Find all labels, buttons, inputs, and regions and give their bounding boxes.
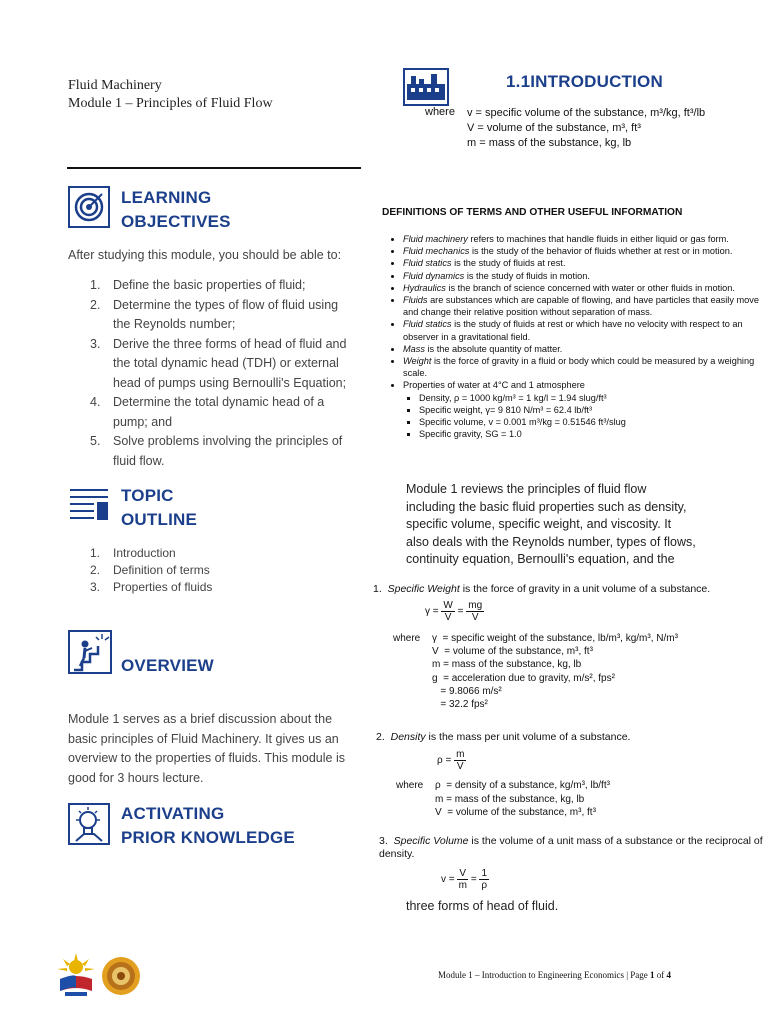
property-specific-weight: 1. Specific Weight is the force of gravity in a unit volume of a substance. (373, 583, 711, 595)
overview-heading: OVERVIEW (121, 656, 214, 675)
overview-text: Module 1 serves as a brief discussion about the basic principles of Fluid Machinery. It gives us an overview to the properties of fluids. This module is good for 3 hours lecture. (68, 712, 345, 786)
stairs-icon (68, 630, 110, 672)
intro-definition: V = volume of the substance, m³, ft³ (467, 122, 641, 134)
topic-item: 3. Properties of fluids (90, 580, 213, 594)
topic-outline-list (68, 545, 212, 596)
definition-item: • Fluids are substances which are capable of flowing, and have particles that easily move and change their relative position without separation of mass. (403, 294, 763, 318)
school-seal-logo (55, 953, 97, 997)
learning-objectives-heading: LEARNING OBJECTIVES (121, 188, 231, 231)
specific-weight-definition: g = acceleration due to gravity, m/s², fps² (432, 672, 615, 684)
definitions-heading: DEFINITIONS OF TERMS AND OTHER USEFUL INFORMATION (382, 207, 683, 218)
intro-definition: v = specific volume of the substance, m³/kg, ft³/lb (467, 107, 706, 119)
objectives-intro: After studying this module, you should be able to: (68, 248, 342, 262)
lightbulb-icon (68, 803, 110, 845)
objective-item: 2. Determine the types of flow of fluid using the Reynolds number; (90, 297, 339, 331)
factory-icon (403, 68, 449, 106)
definition-item: • Hydraulics is the branch of science concerned with water or other fluids in motion. (403, 282, 763, 294)
specific-volume-equation: v = $\frac{V}{m}$ = $\frac{1}{\rho}$ (441, 868, 488, 891)
specific-weight-definitions (432, 632, 678, 711)
density-definition: m = mass of the substance, kg, lb (435, 793, 585, 805)
outline-icon (68, 484, 110, 526)
summary-tail: three forms of head of fluid. (406, 899, 559, 913)
definition-item: • Mass is the absolute quantity of matter. (403, 343, 763, 355)
introduction-heading: 1.1INTRODUCTION (506, 72, 663, 91)
intro-where: where (425, 106, 455, 118)
density-definition: V = volume of the substance, m³, ft³ (435, 807, 596, 818)
specific-weight-definition: = 32.2 fps² (432, 699, 488, 711)
header-divider (67, 167, 361, 169)
university-seal-logo (101, 956, 141, 996)
topic-outline-heading: TOPIC OUTLINE (121, 486, 198, 529)
specific-weight-definition: = 9.8066 m/s² (432, 685, 502, 697)
activating-heading: ACTIVATING PRIOR KNOWLEDGE (121, 804, 295, 847)
objective-item: 5. Solve problems involving the principles of fluid flow. (90, 434, 343, 468)
page-total: 4 (666, 970, 672, 980)
density-equation: ρ = $\frac{m}{V}$ (437, 749, 465, 772)
intro-definitions (467, 106, 705, 151)
target-icon (68, 186, 110, 228)
intro-definition: m = mass of the substance, kg, lb (467, 137, 632, 149)
objectives-list (68, 276, 368, 471)
definition-item: • Properties of water at 4°C and 1 atmosphere ▪ Density, ρ = 1000 kg/m³ = 1 kg/l = 1.94 slug/ft³ ▪ Specific weight, γ= 9 810 N/m³ = 62.4 lb/ft³ ▪ Specific volume, v = 0.001 m³/kg = 0.51546 ft³/slug ▪ Specific gravity, SG = 1.0 (403, 379, 763, 440)
definitions-list (385, 233, 763, 440)
objective-item: 1. Define the basic properties of fluid; (90, 278, 306, 292)
module-summary: Module 1 reviews the principles of fluid flow including the basic fluid properties such as density, specific volume, specific weight, and viscosity. It also deals with the Reynolds number, types of flows, continuity equation, Bernoulli's equation, and the (406, 482, 696, 566)
definition-item: • Fluid dynamics is the study of fluids in motion. (403, 270, 763, 282)
topic-item: 2. Definition of terms (90, 563, 210, 577)
density-definition: ρ = density of a substance, kg/m³, lb/ft³ (435, 780, 610, 791)
objective-item: 3. Derive the three forms of head of fluid and the total dynamic head (TDH) or external head of pumps using Bernoulli's Equation; (90, 336, 347, 390)
objective-item: 4. Determine the total dynamic head of a pump; and (90, 395, 325, 429)
specific-weight-equation: γ = $\frac{W}{V}$ = $\frac{mg}{V}$ (425, 600, 483, 623)
definition-item: • Weight is the force of gravity in a fluid or body which could be measured by a weighing scale. (403, 355, 763, 379)
water-property: ▪ Density, ρ = 1000 kg/m³ = 1 kg/l = 1.94 slug/ft³ (419, 392, 763, 404)
definition-item: • Fluid mechanics is the study of the behavior of fluids whether at rest or in motion. (403, 245, 763, 257)
specific-weight-definition: V = volume of the substance, m³, ft³ (432, 646, 593, 658)
definition-item: • Fluid statics is the study of fluids at rest. (403, 257, 763, 269)
course-title: Fluid Machinery (68, 78, 162, 93)
property-density: 2. Density is the mass per unit volume of a substance. (376, 731, 631, 743)
specific-weight-definition: m = mass of the substance, kg, lb (432, 659, 582, 671)
water-property: ▪ Specific gravity, SG = 1.0 (419, 428, 763, 440)
topic-item: 1. Introduction (90, 546, 176, 560)
definition-item: • Fluid statics is the study of fluids at rest or which have no velocity with respect to an observer in a gravitational field. (403, 318, 763, 342)
module-title: Module 1 – Principles of Fluid Flow (68, 96, 273, 111)
water-property: ▪ Specific weight, γ= 9 810 N/m³ = 62.4 lb/ft³ (419, 404, 763, 416)
property-specific-volume: 3. Specific Volume is the volume of a unit mass of a substance or the reciprocal of density. (379, 835, 763, 860)
page-footer: Module 1 – Introduction to Engineering Economics | Page 1 of 4 (438, 970, 672, 980)
specific-weight-definition: γ = specific weight of the substance, lb/m³, kg/m³, N/m³ (432, 633, 678, 644)
density-definitions (435, 779, 610, 820)
specific-weight-where: where (393, 633, 421, 644)
definition-item: • Fluid machinery refers to machines that handle fluids in either liquid or gas form. (403, 233, 763, 245)
density-where: where (396, 780, 424, 791)
water-property: ▪ Specific volume, v = 0.001 m³/kg = 0.51546 ft³/slug (419, 416, 763, 428)
document-header (68, 77, 273, 113)
page-number: 1 (650, 970, 655, 980)
